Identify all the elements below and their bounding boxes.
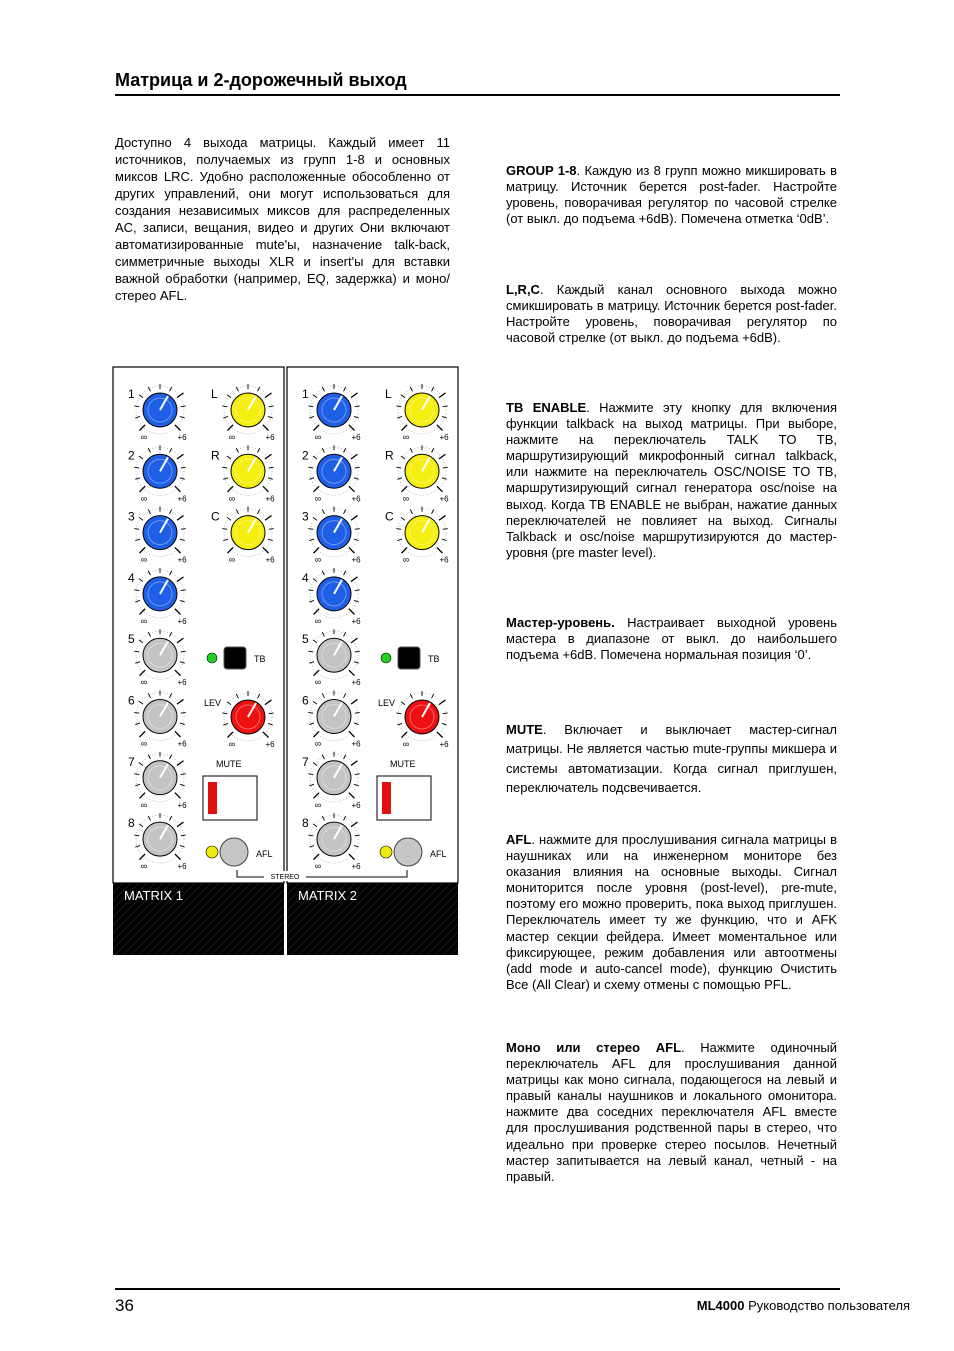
scale-min-label: ∞ (228, 493, 236, 504)
scale-min-label: ∞ (402, 554, 410, 565)
scale-max-label: +6 (351, 433, 361, 442)
strip-name-label: MATRIX 1 (124, 888, 183, 903)
group-label-6: 6 (302, 693, 309, 708)
lev-label: LEV (378, 698, 396, 708)
scale-max-label: +6 (265, 555, 275, 565)
lev-label: LEV (204, 698, 222, 708)
scale-min-label: ∞ (140, 554, 148, 565)
mute-indicator (208, 782, 217, 814)
scale-max-label: +6 (439, 494, 449, 504)
scale-max-label: +6 (177, 739, 187, 749)
section-tb-enable (506, 400, 837, 561)
footer-title (697, 1298, 910, 1313)
main-label-C: C (385, 509, 394, 524)
mute-label: MUTE (390, 759, 416, 769)
group-label-2: 2 (302, 448, 309, 463)
tb-led (381, 653, 391, 663)
afl-label: AFL (430, 849, 447, 859)
mute-indicator (382, 782, 391, 814)
scale-min-label: ∞ (140, 432, 148, 442)
tb-label: TB (428, 654, 440, 664)
scale-min-label: ∞ (140, 738, 148, 749)
scale-max-label: +6 (351, 800, 361, 810)
section-mute-text: . Включает и выключает мастер-сигнал матрицы. Не является частью mute-группы микшера и системы автоматизации. Когда сигнал приглушен, переключатель подсвечивается. (506, 722, 837, 795)
section-mute-term: MUTE (506, 722, 543, 737)
scale-max-label: +6 (177, 555, 187, 565)
group-label-6: 6 (128, 693, 135, 708)
group-label-1: 1 (302, 387, 309, 401)
scale-min-label: ∞ (314, 493, 322, 504)
group-label-4: 4 (128, 570, 135, 585)
mute-button[interactable] (377, 776, 431, 820)
group-label-2: 2 (128, 448, 135, 463)
group-label-8: 8 (302, 816, 309, 831)
matrix-strip-1 (113, 367, 284, 955)
section-tb-term: TB ENABLE (506, 400, 587, 415)
scale-max-label: +6 (177, 678, 187, 688)
scale-min-label: ∞ (314, 861, 322, 872)
group-label-3: 3 (128, 509, 135, 524)
afl-label: AFL (256, 849, 273, 859)
strip-name-label: MATRIX 2 (298, 888, 357, 903)
scale-min-label: ∞ (228, 432, 236, 442)
group-label-5: 5 (128, 632, 135, 647)
afl-button[interactable] (394, 838, 422, 866)
footer-doc-title: Руководство пользователя (744, 1298, 910, 1313)
mute-label: MUTE (216, 759, 242, 769)
section-tb-text: . Нажмите эту кнопку для включения функции talkback на выход матрицы. При выборе, нажмите на переключатель TALK TO TB, маршрутизирующий микрофонный сигнал talkback, или нажмите на переключатель OSC/NOISE TO TB, маршрутизирующий сигнал генератора osc/noise на выход. Когда TB ENABLE не выбран, нажатие данных переключателей не повлияет на выход. Сигналы Talkback и osc/noise маршрутизируются до мастер-уровня (pre master level). (506, 400, 838, 560)
scale-max-label: +6 (265, 740, 275, 749)
scale-min-label: ∞ (140, 677, 148, 688)
scale-max-label: +6 (351, 555, 361, 565)
tb-enable-button[interactable] (224, 647, 246, 669)
matrix-panel-diagram (112, 366, 464, 958)
section-master-level (506, 615, 837, 663)
group-label-7: 7 (128, 754, 135, 769)
scale-max-label: +6 (177, 494, 187, 504)
scale-max-label: +6 (177, 800, 187, 810)
afl-button[interactable] (220, 838, 248, 866)
matrix-strip-2 (287, 367, 458, 955)
page-number: 36 (115, 1296, 134, 1315)
main-label-L: L (211, 387, 218, 401)
tb-label: TB (254, 654, 266, 664)
scale-min-label: ∞ (402, 432, 410, 442)
section-group-text: . Каждую из 8 групп можно микшировать в матрицу. Источник берется post-fader. Настройте уровень, поворачивая регулятор по часовой стрелке (от выкл. до подъема +6dB). Помечена отметка ‘0dB’. (506, 163, 838, 227)
section-afl-text: . нажмите для прослушивания сигнала матрицы в наушниках или на инженерном мониторе без оказания влияния на основные выходы. Сигнал мониторится после уровня (post-level), pre-mute, поэтому его можно проверить, пока выход приглушен. Переключатель имеет ту же функцию, что и AFK мастер секции фейдера. Имеет моментальное или фиксирующее, режим добавления или автоотмены (add mode и auto-cancel mode), функцию Очистить Все (All Clear) и схему отмены с помощью PFL. (506, 832, 837, 992)
main-label-C: C (211, 509, 220, 524)
scale-min-label: ∞ (228, 554, 236, 565)
scale-max-label: +6 (439, 555, 449, 565)
scale-max-label: +6 (265, 494, 275, 504)
scale-min-label: ∞ (402, 493, 410, 504)
scale-max-label: +6 (351, 678, 361, 688)
footer-rule (115, 1288, 840, 1290)
scale-max-label: +6 (177, 616, 187, 626)
scale-min-label: ∞ (314, 738, 322, 749)
scale-max-label: +6 (351, 494, 361, 504)
scale-min-label: ∞ (314, 677, 322, 688)
scale-min-label: ∞ (314, 799, 322, 810)
main-label-R: R (385, 448, 394, 463)
scale-min-label: ∞ (140, 493, 148, 504)
section-group-term: GROUP 1-8 (506, 163, 577, 178)
section-mono-text: . Нажмите одиночный переключатель AFL для прослушивания данной матрицы как моно сигнала, подающегося на левый и правый каналы наушников и локального омонитора. нажмите два соседних переключателя AFL вместе для прослушивания родственной пары в стерео, что идеально при проверке стерео посылов. Нечетный мастер запитывается на левый канал, четный - на правый. (506, 1040, 837, 1184)
scale-min-label: ∞ (314, 554, 322, 565)
section-afl (506, 832, 837, 993)
group-label-3: 3 (302, 509, 309, 524)
footer-product: ML4000 (696, 1298, 745, 1313)
section-mono-stereo-afl (506, 1040, 837, 1185)
scale-min-label: ∞ (314, 615, 322, 626)
tb-enable-button[interactable] (398, 647, 420, 669)
group-label-4: 4 (302, 570, 309, 585)
afl-led (380, 846, 392, 858)
scale-min-label: ∞ (314, 432, 322, 442)
section-afl-term: AFL (506, 832, 532, 847)
intro-paragraph: Доступно 4 выхода матрицы. Каждый имеет 11 источников, получаемых из групп 1-8 и основных миксов LRC. Удобно расположенные обособленно от других управлений, они могут использоваться для создания независимых миксов для распределенных AC, записи, вещания, видео и других Они включают автоматизированные mute'ы, назначение talk-back, симметричные выходы XLR и insert'ы для вставки важной обработки (например, EQ, задержка) и моно/стерео AFL. (115, 135, 450, 303)
group-label-8: 8 (128, 816, 135, 831)
section-mute (506, 720, 837, 797)
scale-min-label: ∞ (140, 615, 148, 626)
group-label-5: 5 (302, 632, 309, 647)
scale-min-label: ∞ (140, 799, 148, 810)
scale-max-label: +6 (177, 862, 187, 872)
group-label-7: 7 (302, 754, 309, 769)
header-rule (115, 94, 840, 96)
section-master-term: Мастер-уровень. (506, 615, 615, 630)
section-lrc-term: L,R,C (506, 282, 540, 297)
main-label-R: R (211, 448, 220, 463)
scale-min-label: ∞ (140, 861, 148, 872)
scale-max-label: +6 (265, 433, 275, 442)
scale-min-label: ∞ (402, 739, 410, 749)
mute-button[interactable] (203, 776, 257, 820)
page-title: Матрица и 2-дорожечный выход (115, 70, 407, 90)
scale-max-label: +6 (439, 433, 449, 442)
section-master-text: Настраивает выходной уровень мастера в диапазоне от выкл. до наибольшего подъема +6dB. Помечена нормальная позиция ‘0’. (506, 615, 837, 663)
group-label-1: 1 (128, 387, 135, 401)
scale-max-label: +6 (439, 740, 449, 749)
scale-min-label: ∞ (228, 739, 236, 749)
main-label-L: L (385, 387, 392, 401)
stereo-label: STEREO (270, 874, 300, 881)
scale-max-label: +6 (351, 862, 361, 872)
scale-max-label: +6 (351, 616, 361, 626)
section-lrc (506, 282, 837, 346)
section-mono-term: Моно или стерео AFL (506, 1040, 682, 1055)
section-group (506, 163, 837, 227)
section-lrc-text: . Каждый канал основного выхода можно смикшировать в матрицу. Источник берется post-fader. Настройте уровень, поворачивая регулятор по часовой стрелке (от выкл. до подъема +6dB). (506, 282, 837, 346)
tb-led (207, 653, 217, 663)
scale-max-label: +6 (177, 433, 187, 442)
afl-led (206, 846, 218, 858)
scale-max-label: +6 (351, 739, 361, 749)
